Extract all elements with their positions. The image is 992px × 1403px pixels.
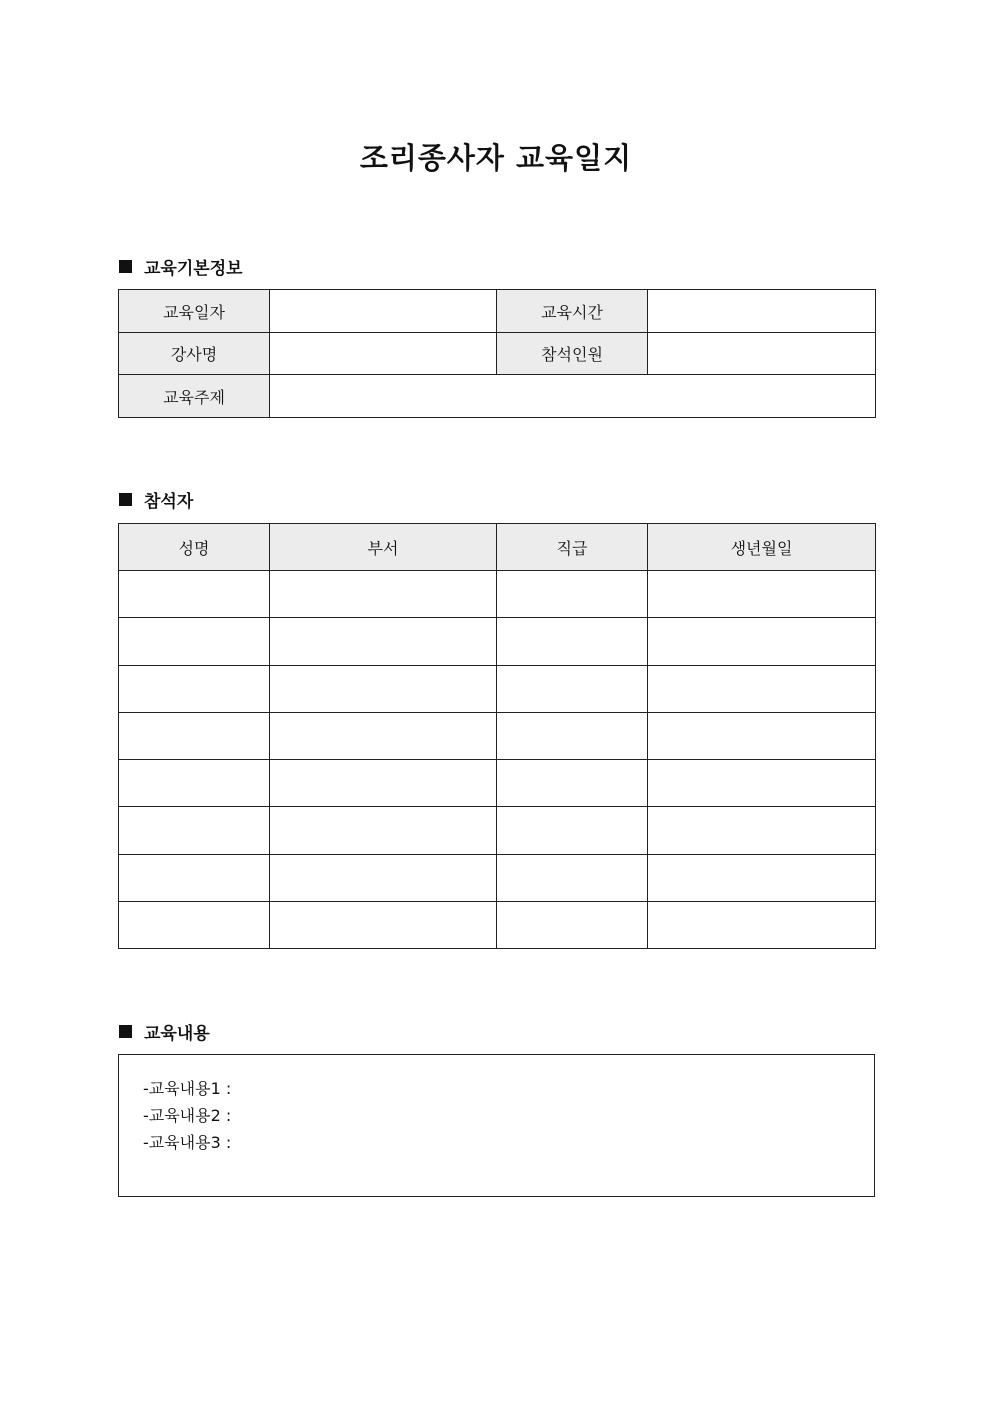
position-cell[interactable]: [497, 713, 648, 760]
table-row: [119, 902, 876, 949]
position-cell[interactable]: [497, 571, 648, 618]
name-cell[interactable]: [119, 618, 270, 666]
name-cell[interactable]: [119, 855, 270, 902]
table-row: [119, 618, 876, 666]
birthdate-cell[interactable]: [648, 760, 876, 807]
column-header-department: 부서: [270, 524, 497, 571]
birthdate-cell[interactable]: [648, 855, 876, 902]
name-cell[interactable]: [119, 902, 270, 949]
department-cell[interactable]: [270, 855, 497, 902]
instructor-label: 강사명: [119, 333, 270, 375]
page-title: 조리종사자 교육일지: [359, 141, 633, 175]
basic-info-table: [118, 289, 876, 418]
topic-label: 교육주제: [119, 375, 270, 418]
attendees-count-field[interactable]: [648, 333, 876, 375]
position-cell[interactable]: [497, 760, 648, 807]
content-line-3: -교육내용3 :: [143, 1133, 232, 1152]
name-cell[interactable]: [119, 760, 270, 807]
department-cell[interactable]: [270, 807, 497, 855]
column-header-position: 직급: [497, 524, 648, 571]
content-box[interactable]: [118, 1054, 875, 1197]
birthdate-cell[interactable]: [648, 807, 876, 855]
name-cell[interactable]: [119, 666, 270, 713]
date-label: 교육일자: [119, 290, 270, 333]
position-cell[interactable]: [497, 807, 648, 855]
content-heading-text: 교육내용: [144, 1024, 210, 1044]
column-header-birthdate: 생년월일: [648, 524, 876, 571]
department-cell[interactable]: [270, 760, 497, 807]
table-row: [119, 855, 876, 902]
basic-info-row: [119, 375, 876, 418]
attendees-header-row: [119, 524, 876, 571]
name-cell[interactable]: [119, 807, 270, 855]
attendees-heading-text: 참석자: [144, 492, 194, 512]
birthdate-cell[interactable]: [648, 571, 876, 618]
department-cell[interactable]: [270, 618, 497, 666]
attendees-heading: [119, 487, 193, 512]
birthdate-cell[interactable]: [648, 666, 876, 713]
name-cell[interactable]: [119, 713, 270, 760]
table-row: [119, 713, 876, 760]
basic-info-heading-text: 교육기본정보: [144, 259, 243, 279]
position-cell[interactable]: [497, 902, 648, 949]
square-bullet-icon: [119, 1025, 132, 1038]
column-header-name: 성명: [119, 524, 270, 571]
topic-field[interactable]: [270, 375, 876, 418]
birthdate-cell[interactable]: [648, 902, 876, 949]
table-row: [119, 807, 876, 855]
basic-info-heading: [119, 254, 243, 279]
department-cell[interactable]: [270, 571, 497, 618]
attendees-table: [118, 523, 876, 949]
position-cell[interactable]: [497, 855, 648, 902]
instructor-field[interactable]: [270, 333, 497, 375]
name-cell[interactable]: [119, 571, 270, 618]
time-label: 교육시간: [497, 290, 648, 333]
time-field[interactable]: [648, 290, 876, 333]
basic-info-row: [119, 290, 876, 333]
department-cell[interactable]: [270, 902, 497, 949]
table-row: [119, 760, 876, 807]
position-cell[interactable]: [497, 666, 648, 713]
content-line-1: -교육내용1 :: [143, 1079, 232, 1098]
content-heading: [119, 1019, 210, 1044]
department-cell[interactable]: [270, 666, 497, 713]
square-bullet-icon: [119, 493, 132, 506]
birthdate-cell[interactable]: [648, 713, 876, 760]
department-cell[interactable]: [270, 713, 497, 760]
basic-info-row: [119, 333, 876, 375]
position-cell[interactable]: [497, 618, 648, 666]
table-row: [119, 571, 876, 618]
square-bullet-icon: [119, 260, 132, 273]
attendees-count-label: 참석인원: [497, 333, 648, 375]
table-row: [119, 666, 876, 713]
date-field[interactable]: [270, 290, 497, 333]
content-line-2: -교육내용2 :: [143, 1106, 232, 1125]
birthdate-cell[interactable]: [648, 618, 876, 666]
